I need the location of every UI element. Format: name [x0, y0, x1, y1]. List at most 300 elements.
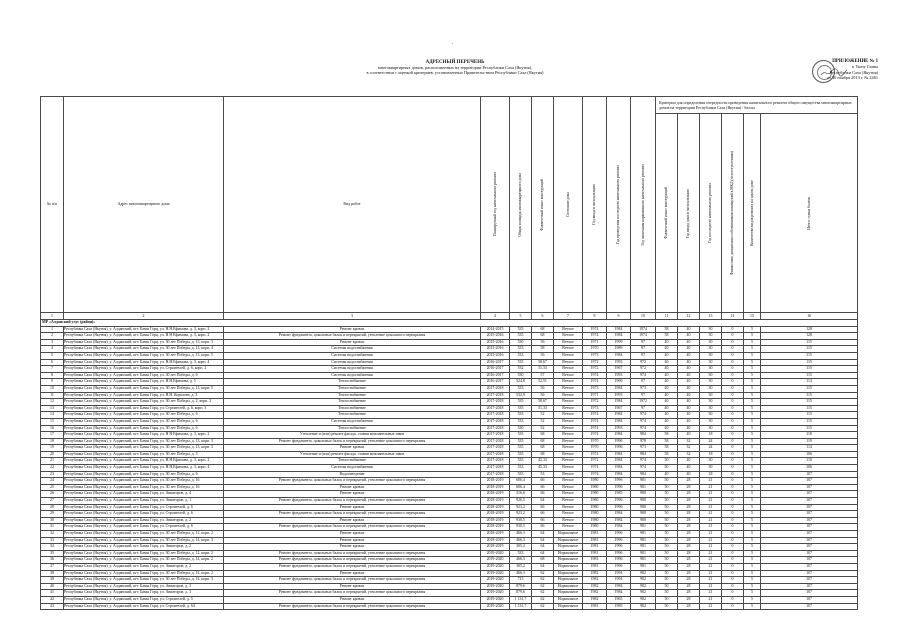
cell-norm-repair: 982: [631, 590, 656, 597]
cell-year-built: 1974: [583, 451, 607, 458]
table-row: [41, 326, 858, 333]
cell-year-repair: 2017-2018: [481, 438, 510, 445]
cell-year-repair: 2015-2016: [481, 339, 510, 346]
cell-crit-year: 28: [678, 498, 700, 505]
cell-norm-repair: 974: [631, 418, 656, 425]
cell-wear: 62: [532, 570, 554, 577]
cell-total: 107: [761, 471, 858, 478]
cell-num: 21: [41, 458, 64, 465]
table-row: [41, 418, 858, 425]
cell-crit-count: 5: [744, 504, 761, 511]
cell-work: Утепление и (или) ремонт фасада, ставни межпанельных швов: [224, 451, 481, 458]
cell-crit-finance: 0: [722, 537, 744, 544]
cell-area: 535: [510, 399, 532, 406]
cell-address: Республика Саха (Якутия), у. Алданский, кгт. Бамы Горц, ул. Н.Н.Ефимова, д. 3, корп. 2: [64, 458, 224, 465]
cell-crit-repair: 21: [700, 557, 722, 564]
cell-wear: 45,33: [532, 458, 554, 465]
cell-num: 36: [41, 557, 64, 564]
cell-crit-count: 5: [744, 590, 761, 597]
cell-wear: 51,33: [532, 366, 554, 373]
cell-crit-year: 28: [678, 537, 700, 544]
cell-crit-finance: 0: [722, 418, 744, 425]
cell-total: 107: [761, 550, 858, 557]
col-header-year-repair: Планируемый год капитального ремонта: [481, 97, 510, 313]
cell-norm-repair: 97: [631, 379, 656, 386]
cell-crit-count: 5: [744, 333, 761, 340]
cell-address: Республика Саха (Якутия), у. Алданский, кгт. Бамы Горц, ул. Строителей, д. 6, корп. 2: [64, 366, 224, 373]
cell-state: Ветхое: [554, 491, 583, 498]
cell-last-repair: 1996: [607, 537, 631, 544]
cell-total: 107: [761, 544, 858, 551]
title-line: АДРЕСНЫЙ ПЕРЕЧЕНЬ: [425, 60, 485, 65]
cell-address: Республика Саха (Якутия), у. Алданский, кгт. Бамы Горц, ул. Авиаторов, д. 2: [64, 544, 224, 551]
cell-area: 535: [510, 458, 532, 465]
cell-crit-count: 5: [744, 517, 761, 524]
table-row: [41, 544, 858, 551]
cell-crit-year: 28: [678, 577, 700, 584]
cell-crit-wear: 58: [656, 432, 678, 439]
cell-crit-repair: 30: [700, 392, 722, 399]
cell-crit-finance: 0: [722, 517, 744, 524]
cell-year-repair: 2018-2019: [481, 484, 510, 491]
approval-line: к Указу Главы: [852, 64, 878, 70]
cell-address: Республика Саха (Якутия), у. Алданский, кгт. Бамы Горц, ул. Н Н Ефимова, д. 3, корп. 2: [64, 432, 224, 439]
cell-year-repair: 2019-2020: [481, 570, 510, 577]
cell-wear: 68: [532, 445, 554, 452]
cell-address: Республика Саха (Якутия), у. Алданский, кгт. Бамы Горц, ул. 30 лет Победы, д. 14, корп. 2: [64, 557, 224, 564]
cell-crit-repair: 21: [700, 570, 722, 577]
cell-work: Ремонт кровли: [224, 544, 481, 551]
cell-crit-repair: 30: [700, 465, 722, 472]
cell-year-built: 1974: [583, 326, 607, 333]
cell-year-repair: 2017-2018: [481, 418, 510, 425]
cell-crit-year: 40: [678, 465, 700, 472]
cell-num: 40: [41, 583, 64, 590]
cell-year-repair: 2017-2018: [481, 471, 510, 478]
cell-crit-repair: 30: [700, 399, 722, 406]
cell-address: Республика Саха (Якутия), у. Алданский, кгт. Бамы Горц, ул. Н.Н.Ефимова, д. 3, корп. 2: [64, 326, 224, 333]
column-number: 8: [583, 313, 607, 320]
cell-last-repair: 1996: [607, 557, 631, 564]
cell-crit-year: 28: [678, 517, 700, 524]
cell-last-repair: 1984: [607, 517, 631, 524]
cell-wear: 68: [532, 432, 554, 439]
cell-wear: 68: [532, 333, 554, 340]
cell-crit-year: 32: [678, 445, 700, 452]
cell-wear: 56: [532, 392, 554, 399]
cell-work: Ремонт фундамента, цокольных балок и перекрытий, утепление цокольного перекрытия: [224, 557, 481, 564]
cell-crit-count: 5: [744, 339, 761, 346]
cell-crit-finance: 0: [722, 412, 744, 419]
cell-crit-repair: 21: [700, 583, 722, 590]
cell-total: 115: [761, 425, 858, 432]
cell-area: 530: [510, 339, 532, 346]
cell-crit-repair: 30: [700, 372, 722, 379]
cell-crit-wear: 40: [656, 425, 678, 432]
cell-crit-count: 5: [744, 465, 761, 472]
column-number: 7: [554, 313, 583, 320]
cell-state: Ветхое: [554, 405, 583, 412]
cell-wear: 62: [532, 596, 554, 603]
cell-year-repair: 2016-2017: [481, 359, 510, 366]
cell-year-built: 1980: [583, 478, 607, 485]
cell-area: 923,2: [510, 504, 532, 511]
cell-year-repair: 2018-2019: [481, 511, 510, 518]
cell-crit-repair: 21: [700, 596, 722, 603]
table-row: [41, 471, 858, 478]
cell-num: 24: [41, 478, 64, 485]
cell-area: 533: [510, 346, 532, 353]
cell-total: 106: [761, 451, 858, 458]
cell-year-built: 1981: [583, 563, 607, 570]
cell-state: Нормальное: [554, 537, 583, 544]
cell-year-built: 1982: [583, 583, 607, 590]
cell-area: 535: [510, 359, 532, 366]
cell-crit-finance: 0: [722, 498, 744, 505]
cell-crit-finance: 0: [722, 557, 744, 564]
cell-crit-finance: 0: [722, 596, 744, 603]
cell-year-built: 1972: [583, 359, 607, 366]
cell-crit-finance: 0: [722, 425, 744, 432]
cell-work: Теплоснабжение: [224, 399, 481, 406]
cell-area: 530: [510, 372, 532, 379]
cell-state: Ветхое: [554, 438, 583, 445]
approval-line: от 30 ноября 2013 г. № 2461: [826, 74, 878, 80]
cell-total: 115: [761, 399, 858, 406]
cell-year-built: 1982: [583, 596, 607, 603]
cell-area: 524,8: [510, 379, 532, 386]
cell-state: Ветхое: [554, 412, 583, 419]
cell-state: Ветхое: [554, 372, 583, 379]
cell-num: 1: [41, 326, 64, 333]
cell-area: 466,3: [510, 557, 532, 564]
cell-crit-finance: 0: [722, 531, 744, 538]
cell-last-repair: 1967: [607, 366, 631, 373]
cell-crit-count: 5: [744, 563, 761, 570]
cell-address: Республика Саха (Якутия), у. Алданский, кгт. Бамы Горц, ул. 30 лет Победы, д. 13, корп. 4: [64, 346, 224, 353]
cell-state: Нормальное: [554, 583, 583, 590]
cell-work: Теплоснабжение: [224, 405, 481, 412]
cell-crit-wear: 58: [656, 445, 678, 452]
cell-work: Ремонт кровли: [224, 504, 481, 511]
cell-norm-repair: 974: [631, 465, 656, 472]
column-number: 2: [64, 313, 224, 320]
table-row: [41, 517, 858, 524]
cell-state: Ветхое: [554, 385, 583, 392]
cell-norm-repair: 981: [631, 478, 656, 485]
cell-year-built: 1980: [583, 484, 607, 491]
cell-crit-repair: 21: [700, 550, 722, 557]
cell-crit-wear: 50: [656, 550, 678, 557]
cell-crit-repair: 21: [700, 544, 722, 551]
table-row: [41, 491, 858, 498]
cell-num: 20: [41, 451, 64, 458]
cell-total: 107: [761, 511, 858, 518]
cell-crit-finance: 0: [722, 550, 744, 557]
cell-last-repair: 1996: [607, 563, 631, 570]
cell-crit-count: 5: [744, 379, 761, 386]
table-row: [41, 557, 858, 564]
cell-crit-finance: 0: [722, 451, 744, 458]
cell-work: Ремонт кровли: [224, 537, 481, 544]
cell-norm-repair: 1972: [631, 399, 656, 406]
cell-num: 16: [41, 425, 64, 432]
cell-year-repair: 2017-2018: [481, 465, 510, 472]
title-line: в соответствии с оценкой критериев, установленных Правительством Республики Саха (Якутия): [366, 70, 544, 76]
cell-work: Системы водоснабжения: [224, 366, 481, 373]
cell-area: 532,9: [510, 392, 532, 399]
cell-norm-repair: 984: [631, 451, 656, 458]
col-header-crit-count: Количество видов ремонта на одном доме: [744, 114, 761, 313]
cell-norm-repair: 974: [631, 412, 656, 419]
cell-wear: 62: [532, 590, 554, 597]
cell-area: 533: [510, 412, 532, 419]
cell-year-built: 1980: [583, 504, 607, 511]
cell-address: Республика Саха (Якутия), у. Алданский, кгт. Бамы Горц, ул. 30 лет Победы, д. 2, корп. 2: [64, 399, 224, 406]
cell-crit-wear: 40: [656, 385, 678, 392]
cell-work: Ремонт фундамента, цокольных балок и перекрытий, утепление цокольного перекрытия: [224, 577, 481, 584]
cell-crit-repair: 21: [700, 511, 722, 518]
cell-year-built: 1981: [583, 550, 607, 557]
cell-crit-repair: 18: [700, 451, 722, 458]
cell-crit-repair: 30: [700, 326, 722, 333]
cell-year-built: 1972: [583, 366, 607, 373]
cell-address: Республика Саха (Якутия), у. Алданский, кгт. Бамы Горц, ул. Авиаторов, д. 3: [64, 583, 224, 590]
cell-num: 8: [41, 372, 64, 379]
cell-state: Нормальное: [554, 563, 583, 570]
table-row: [41, 379, 858, 386]
cell-norm-repair: 97: [631, 392, 656, 399]
cell-wear: 66: [532, 524, 554, 531]
cell-crit-count: 5: [744, 366, 761, 373]
cell-address: Республика Саха (Якутия), у. Алданский, кгт. Бамы Горц, ул. 30 лет Победы, д. 6: [64, 471, 224, 478]
cell-crit-repair: 18: [700, 471, 722, 478]
cell-num: 31: [41, 524, 64, 531]
cell-crit-repair: 21: [700, 498, 722, 505]
cell-crit-finance: 0: [722, 385, 744, 392]
cell-state: Ветхое: [554, 484, 583, 491]
cell-state: Ветхое: [554, 359, 583, 366]
cell-last-repair: 1996: [607, 445, 631, 452]
col-header-state: Состояние дома: [554, 97, 583, 313]
cell-work: Системы водоснабжения: [224, 418, 481, 425]
cell-state: Ветхое: [554, 333, 583, 340]
cell-crit-wear: 50: [656, 524, 678, 531]
cell-year-built: 1972: [583, 399, 607, 406]
cell-wear: 52: [532, 425, 554, 432]
cell-num: 6: [41, 359, 64, 366]
cell-norm-repair: 974: [631, 372, 656, 379]
cell-crit-count: 5: [744, 557, 761, 564]
cell-wear: 64: [532, 537, 554, 544]
cell-total: 107: [761, 570, 858, 577]
table-row: [41, 372, 858, 379]
cell-total: 107: [761, 524, 858, 531]
cell-crit-count: 5: [744, 511, 761, 518]
cell-state: Ветхое: [554, 517, 583, 524]
cell-norm-repair: 1974: [631, 326, 656, 333]
cell-crit-repair: 30: [700, 352, 722, 359]
cell-work: Ремонт фундамента, цокольных балок и перекрытий, утепление цокольного перекрытия: [224, 603, 481, 610]
cell-year-built: 1974: [583, 372, 607, 379]
cell-wear: 66: [532, 484, 554, 491]
cell-year-built: 1973: [583, 352, 607, 359]
cell-year-built: 1980: [583, 498, 607, 505]
cell-year-repair: 2019-2020: [481, 550, 510, 557]
cell-year-built: 1982: [583, 570, 607, 577]
cell-work: Ремонт фундамента, цокольных балок и перекрытий, утепление цокольного перекрытия: [224, 478, 481, 485]
cell-total: 128: [761, 326, 858, 333]
cell-norm-repair: 981: [631, 544, 656, 551]
cell-area: 930,5: [510, 517, 532, 524]
cell-num: 23: [41, 471, 64, 478]
cell-address: Республика Саха (Якутия), у. Алданский, кгт. Бамы Горц, ул. Н.Н.Ефимова, д. 3, корп. 4: [64, 465, 224, 472]
column-number: 11: [656, 313, 678, 320]
cell-crit-finance: 0: [722, 504, 744, 511]
cell-area: 879,6: [510, 583, 532, 590]
cell-address: Республика Саха (Якутия), у. Алданский, кгт. Бамы Горц, ул. Авиаторов, д. 1: [64, 498, 224, 505]
col-header-last-repair: Год проведения последнего капитального ремонта: [607, 97, 631, 313]
cell-last-repair: 1984: [607, 418, 631, 425]
cell-year-repair: 2018-2019: [481, 537, 510, 544]
col-header-address: Адрес многоквартирного дома: [64, 97, 224, 313]
cell-crit-wear: 50: [656, 491, 678, 498]
cell-norm-repair: 980: [631, 511, 656, 518]
cell-last-repair: 1993: [607, 359, 631, 366]
cell-crit-wear: 40: [656, 379, 678, 386]
column-number-row: [41, 313, 858, 320]
table-row: [41, 333, 858, 340]
cell-total: 114: [761, 445, 858, 452]
cell-work: Водоотведение: [224, 471, 481, 478]
cell-wear: 66: [532, 491, 554, 498]
cell-work: Ремонт фундамента, цокольных балок и перекрытий, утепление цокольного перекрытия: [224, 511, 481, 518]
cell-num: 2: [41, 333, 64, 340]
cell-wear: 56: [532, 339, 554, 346]
cell-norm-repair: 980: [631, 491, 656, 498]
cell-address: Республика Саха (Якутия), у. Алданский, кгт. Бамы Горц, ул. Авиаторов, д. 4: [64, 491, 224, 498]
cell-norm-repair: 981: [631, 563, 656, 570]
cell-work: Ремонт кровли: [224, 326, 481, 333]
cell-last-repair: 1996: [607, 531, 631, 538]
col-header-work: Вид работ: [224, 97, 481, 313]
cell-address: Республика Саха (Якутия), у. Алданский, кгт. Бамы Горц, ул. Авиаторов, д. 2: [64, 517, 224, 524]
column-number: 12: [678, 313, 700, 320]
cell-num: 42: [41, 596, 64, 603]
cell-crit-count: 5: [744, 491, 761, 498]
cell-state: Нормальное: [554, 570, 583, 577]
cell-last-repair: 1993: [607, 392, 631, 399]
cell-num: 34: [41, 544, 64, 551]
cell-work: Ремонт кровли: [224, 570, 481, 577]
cell-crit-year: 40: [678, 418, 700, 425]
cell-year-built: 1981: [583, 603, 607, 610]
cell-total: 115: [761, 359, 858, 366]
table-row: [41, 346, 858, 353]
cell-norm-repair: 981: [631, 524, 656, 531]
document-title: [200, 60, 710, 76]
cell-wear: 58,67: [532, 399, 554, 406]
cell-crit-wear: 50: [656, 465, 678, 472]
cell-crit-count: 5: [744, 478, 761, 485]
cell-year-built: 1970: [583, 438, 607, 445]
cell-crit-finance: 0: [722, 511, 744, 518]
cell-crit-finance: 0: [722, 524, 744, 531]
cell-crit-repair: 21: [700, 484, 722, 491]
address-table: [40, 96, 858, 610]
cell-num: 4: [41, 346, 64, 353]
table-row: [41, 504, 858, 511]
cell-crit-year: 40: [678, 326, 700, 333]
table-row: [41, 465, 858, 472]
cell-area: 606,4: [510, 484, 532, 491]
cell-address: Республика Саха (Якутия), у. Алданский, кгт. Бамы Горц, ул. Строителей, д. 6: [64, 511, 224, 518]
cell-crit-repair: 21: [700, 524, 722, 531]
cell-year-repair: 2018-2019: [481, 491, 510, 498]
cell-crit-repair: 21: [700, 531, 722, 538]
cell-state: Нормальное: [554, 603, 583, 610]
cell-wear: 52: [532, 412, 554, 419]
cell-work: Теплоснабжение: [224, 412, 481, 419]
cell-total: 107: [761, 491, 858, 498]
cell-crit-finance: 0: [722, 478, 744, 485]
cell-total: 115: [761, 346, 858, 353]
column-number: 5: [510, 313, 532, 320]
cell-state: Ветхое: [554, 471, 583, 478]
cell-wear: 52: [532, 418, 554, 425]
cell-crit-repair: 30: [700, 346, 722, 353]
cell-norm-repair: 984: [631, 471, 656, 478]
cell-year-repair: 2018-2019: [481, 524, 510, 531]
cell-address: Республика Саха (Якутия), у. Алданский, кгт. Бамы Горц, ул. 30 лет Победы, д. 6: [64, 412, 224, 419]
cell-num: 32: [41, 531, 64, 538]
cell-crit-wear: 58: [656, 451, 678, 458]
cell-total: 107: [761, 537, 858, 544]
cell-year-repair: 2014-2015: [481, 326, 510, 333]
cell-year-repair: 2018-2019: [481, 531, 510, 538]
cell-crit-finance: 0: [722, 484, 744, 491]
cell-crit-count: 5: [744, 326, 761, 333]
cell-last-repair: 1984: [607, 412, 631, 419]
cell-crit-wear: 50: [656, 544, 678, 551]
cell-num: 5: [41, 352, 64, 359]
cell-area: 1 131,7: [510, 603, 532, 610]
cell-year-built: 1982: [583, 590, 607, 597]
cell-crit-count: 5: [744, 524, 761, 531]
cell-work: Ремонт кровли: [224, 517, 481, 524]
cell-total: 107: [761, 563, 858, 570]
cell-last-repair: 1984: [607, 524, 631, 531]
cell-norm-repair: 980: [631, 517, 656, 524]
cell-crit-repair: 30: [700, 458, 722, 465]
cell-area: 535: [510, 405, 532, 412]
cell-total: 106: [761, 465, 858, 472]
cell-crit-finance: 0: [722, 603, 744, 610]
cell-year-repair: 2017-2018: [481, 392, 510, 399]
cell-wear: 62: [532, 583, 554, 590]
cell-crit-wear: 50: [656, 517, 678, 524]
cell-norm-repair: 978: [631, 438, 656, 445]
cell-work: Ремонт кровли: [224, 596, 481, 603]
cell-address: Республика Саха (Якутия), у. Алданский, кгт. Бамы Горц, ул. 30 лет Победы, д. 13, корп. 3: [64, 438, 224, 445]
cell-wear: 68: [532, 557, 554, 564]
cell-year-built: 1982: [583, 577, 607, 584]
cell-crit-count: 5: [744, 359, 761, 366]
cell-wear: 53: [532, 471, 554, 478]
cell-total: 107: [761, 590, 858, 597]
cell-num: 22: [41, 465, 64, 472]
cell-area: 535: [510, 438, 532, 445]
